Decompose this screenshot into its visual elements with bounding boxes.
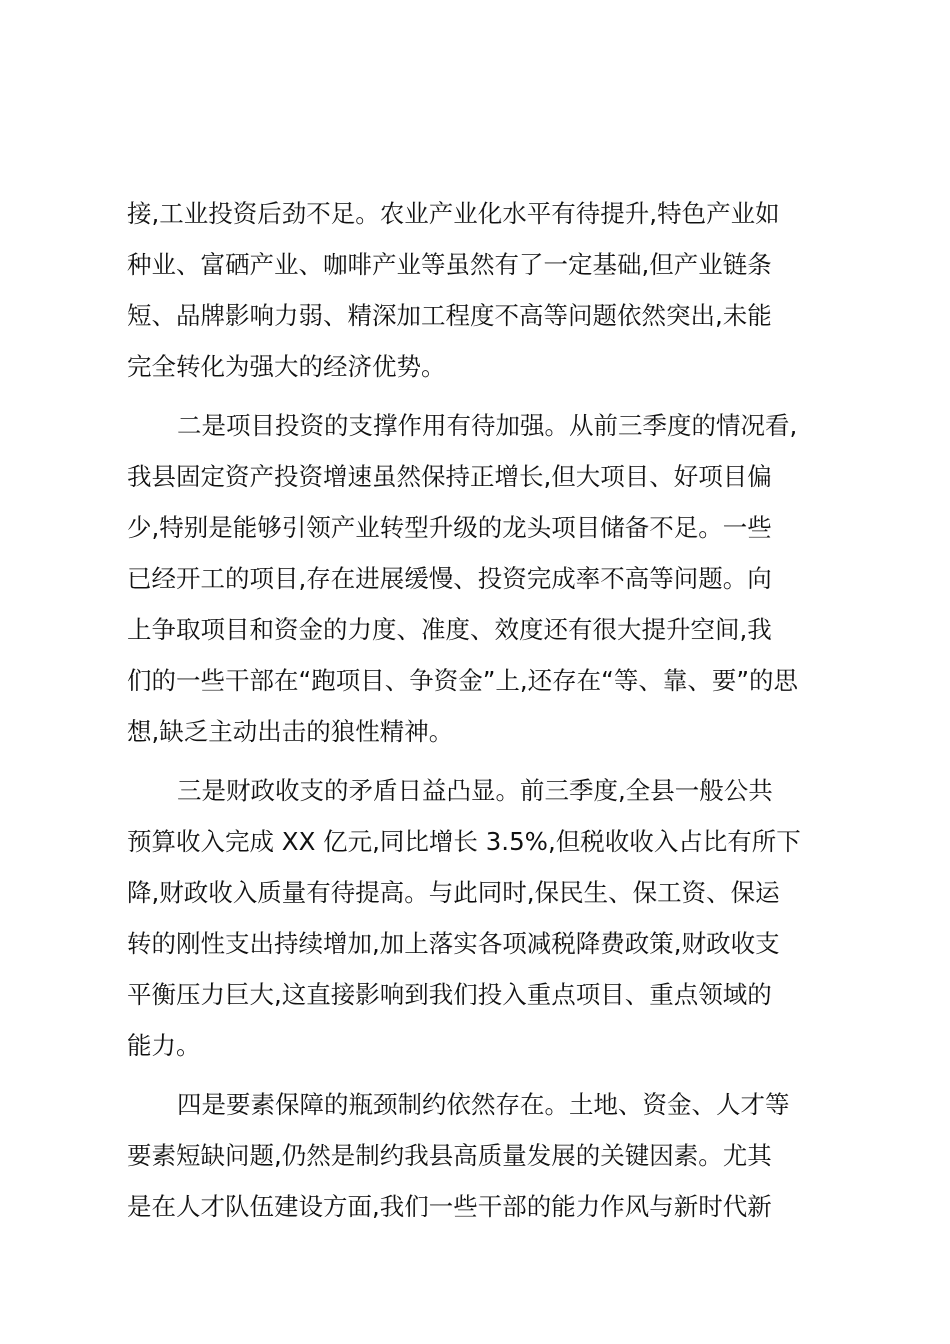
text-line: 完全转化为强大的经济优势。: [127, 352, 446, 381]
text-line: 是在人才队伍建设方面,我们一些干部的能力作风与新时代新: [127, 1192, 772, 1221]
text-line: 二是项目投资的支撑作用有待加强。从前三季度的情况看,: [177, 411, 798, 440]
text-line: 们的一些干部在“跑项目、争资金”上,还存在“等、靠、要”的思: [127, 666, 799, 695]
text-line: 三是财政收支的矛盾日益凸显。前三季度,全县一般公共: [177, 776, 773, 805]
text-line: 上争取项目和资金的力度、准度、效度还有很大提升空间,我: [127, 615, 772, 644]
text-line: 少,特别是能够引领产业转型升级的龙头项目储备不足。一些: [127, 513, 772, 542]
text-line: 已经开工的项目,存在进展缓慢、投资完成率不高等问题。向: [127, 564, 772, 593]
text-line: 预算收入完成 XX 亿元,同比增长 3.5%,但税收收入占比有所下: [127, 827, 801, 856]
text-line: 平衡压力巨大,这直接影响到我们投入重点项目、重点领域的: [127, 980, 772, 1009]
text-line: 我县固定资产投资增速虽然保持正增长,但大项目、好项目偏: [127, 462, 772, 491]
text-line: 种业、富硒产业、咖啡产业等虽然有了一定基础,但产业链条: [127, 250, 772, 279]
text-line: 短、品牌影响力弱、精深加工程度不高等问题依然突出,未能: [127, 301, 772, 330]
paragraph-industry-continuation: [127, 188, 847, 392]
text-line: 想,缺乏主动出击的狼性精神。: [127, 717, 454, 746]
paragraph-factor-guarantee: [127, 1079, 847, 1232]
text-line: 转的刚性支出持续增加,加上落实各项减税降费政策,财政收支: [127, 929, 780, 958]
text-line: 接,工业投资后劲不足。农业产业化水平有待提升,特色产业如: [127, 199, 780, 228]
paragraph-fiscal: [127, 765, 847, 1071]
text-line: 降,财政收入质量有待提高。与此同时,保民生、保工资、保运: [127, 878, 780, 907]
paragraph-project-investment: [127, 400, 847, 757]
document-body: [127, 188, 847, 1240]
text-line: 能力。: [127, 1031, 201, 1060]
text-line: 要素短缺问题,仍然是制约我县高质量发展的关键因素。尤其: [127, 1141, 772, 1170]
text-line: 四是要素保障的瓶颈制约依然存在。土地、资金、人才等: [177, 1090, 790, 1119]
